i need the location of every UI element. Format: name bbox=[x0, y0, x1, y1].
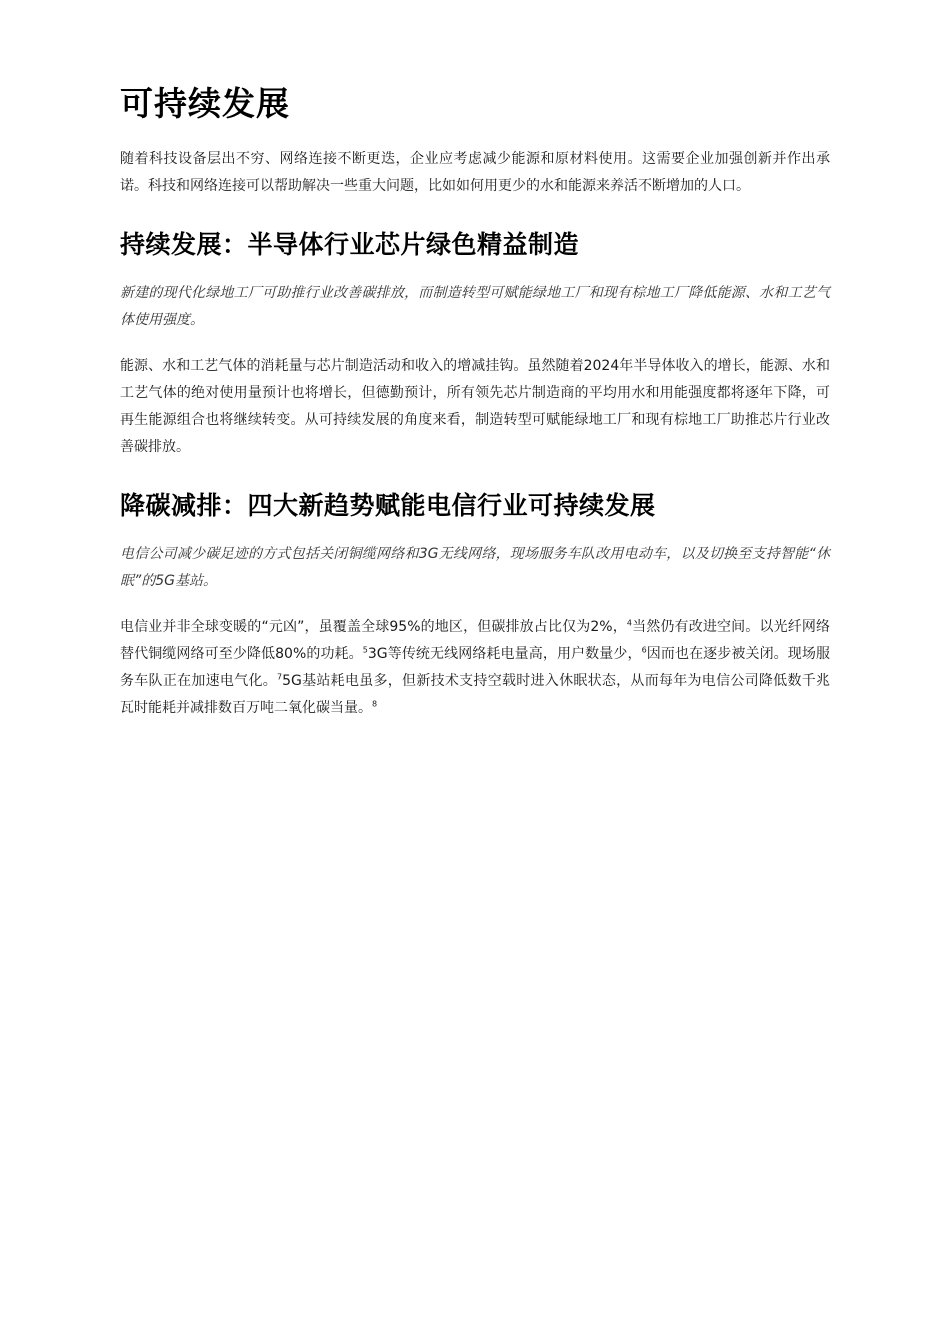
page-title: 可持续发展 bbox=[120, 84, 290, 123]
footnote-marker[interactable]: 6 bbox=[641, 645, 647, 655]
body-text-part: 电信业并非全球变暖的“元凶”，虽覆盖全球95%的地区，但碳排放占比仅为2%， bbox=[120, 619, 627, 635]
section-body-telecom bbox=[120, 614, 830, 722]
section-lead-semiconductor: 新建的现代化绿地工厂可助推行业改善碳排放，而制造转型可赋能绿地工厂和现有棕地工厂降低能源、水和工艺气体使用强度。 bbox=[120, 285, 830, 328]
footnote-marker[interactable]: 8 bbox=[372, 699, 378, 709]
body-text-part: 当然仍有改进空间。以光纤网络替代铜缆网络可至少降低80%的功耗。 bbox=[120, 619, 831, 662]
footnote-marker[interactable]: 5 bbox=[362, 645, 368, 655]
body-text-part: 3G等传统无线网络耗电量高，用户数量少， bbox=[367, 646, 642, 662]
section-heading-semiconductor: 持续发展：半导体行业芯片绿色精益制造 bbox=[120, 230, 580, 259]
body-text-part: 5G基站耗电虽多，但新技术支持空载时进入休眠状态，从而每年为电信公司降低数千兆瓦时能耗并减排数百万吨二氧化碳当量。 bbox=[120, 673, 830, 716]
section-body-semiconductor: 能源、水和工艺气体的消耗量与芯片制造活动和收入的增减挂钩。虽然随着2024年半导体收入的增长，能源、水和工艺气体的绝对使用量预计也将增长，但德勤预计，所有领先芯片制造商的平均用水和用能强度都将逐年下降，可再生能源组合也将继续转变。从可持续发展的角度来看，制造转型可赋能绿地工厂和现有棕地工厂助推芯片行业改善碳排放。 bbox=[120, 358, 830, 455]
section-lead-telecom: 电信公司减少碳足迹的方式包括关闭铜缆网络和3G无线网络，现场服务车队改用电动车，以及切换至支持智能“休眠”的5G基站。 bbox=[120, 546, 830, 589]
intro-paragraph: 随着科技设备层出不穷、网络连接不断更迭，企业应考虑减少能源和原材料使用。这需要企业加强创新并作出承诺。科技和网络连接可以帮助解决一些重大问题，比如如何用更少的水和能源来养活不断增加的人口。 bbox=[120, 151, 830, 194]
footnote-marker[interactable]: 7 bbox=[277, 672, 283, 682]
section-heading-telecom: 降碳减排：四大新趋势赋能电信行业可持续发展 bbox=[120, 491, 656, 520]
document-page bbox=[120, 84, 830, 722]
body-text-part: 因而也在逐步被关闭。现场服务车队正在加速电气化。 bbox=[120, 646, 830, 689]
footnote-marker[interactable]: 4 bbox=[626, 618, 632, 628]
